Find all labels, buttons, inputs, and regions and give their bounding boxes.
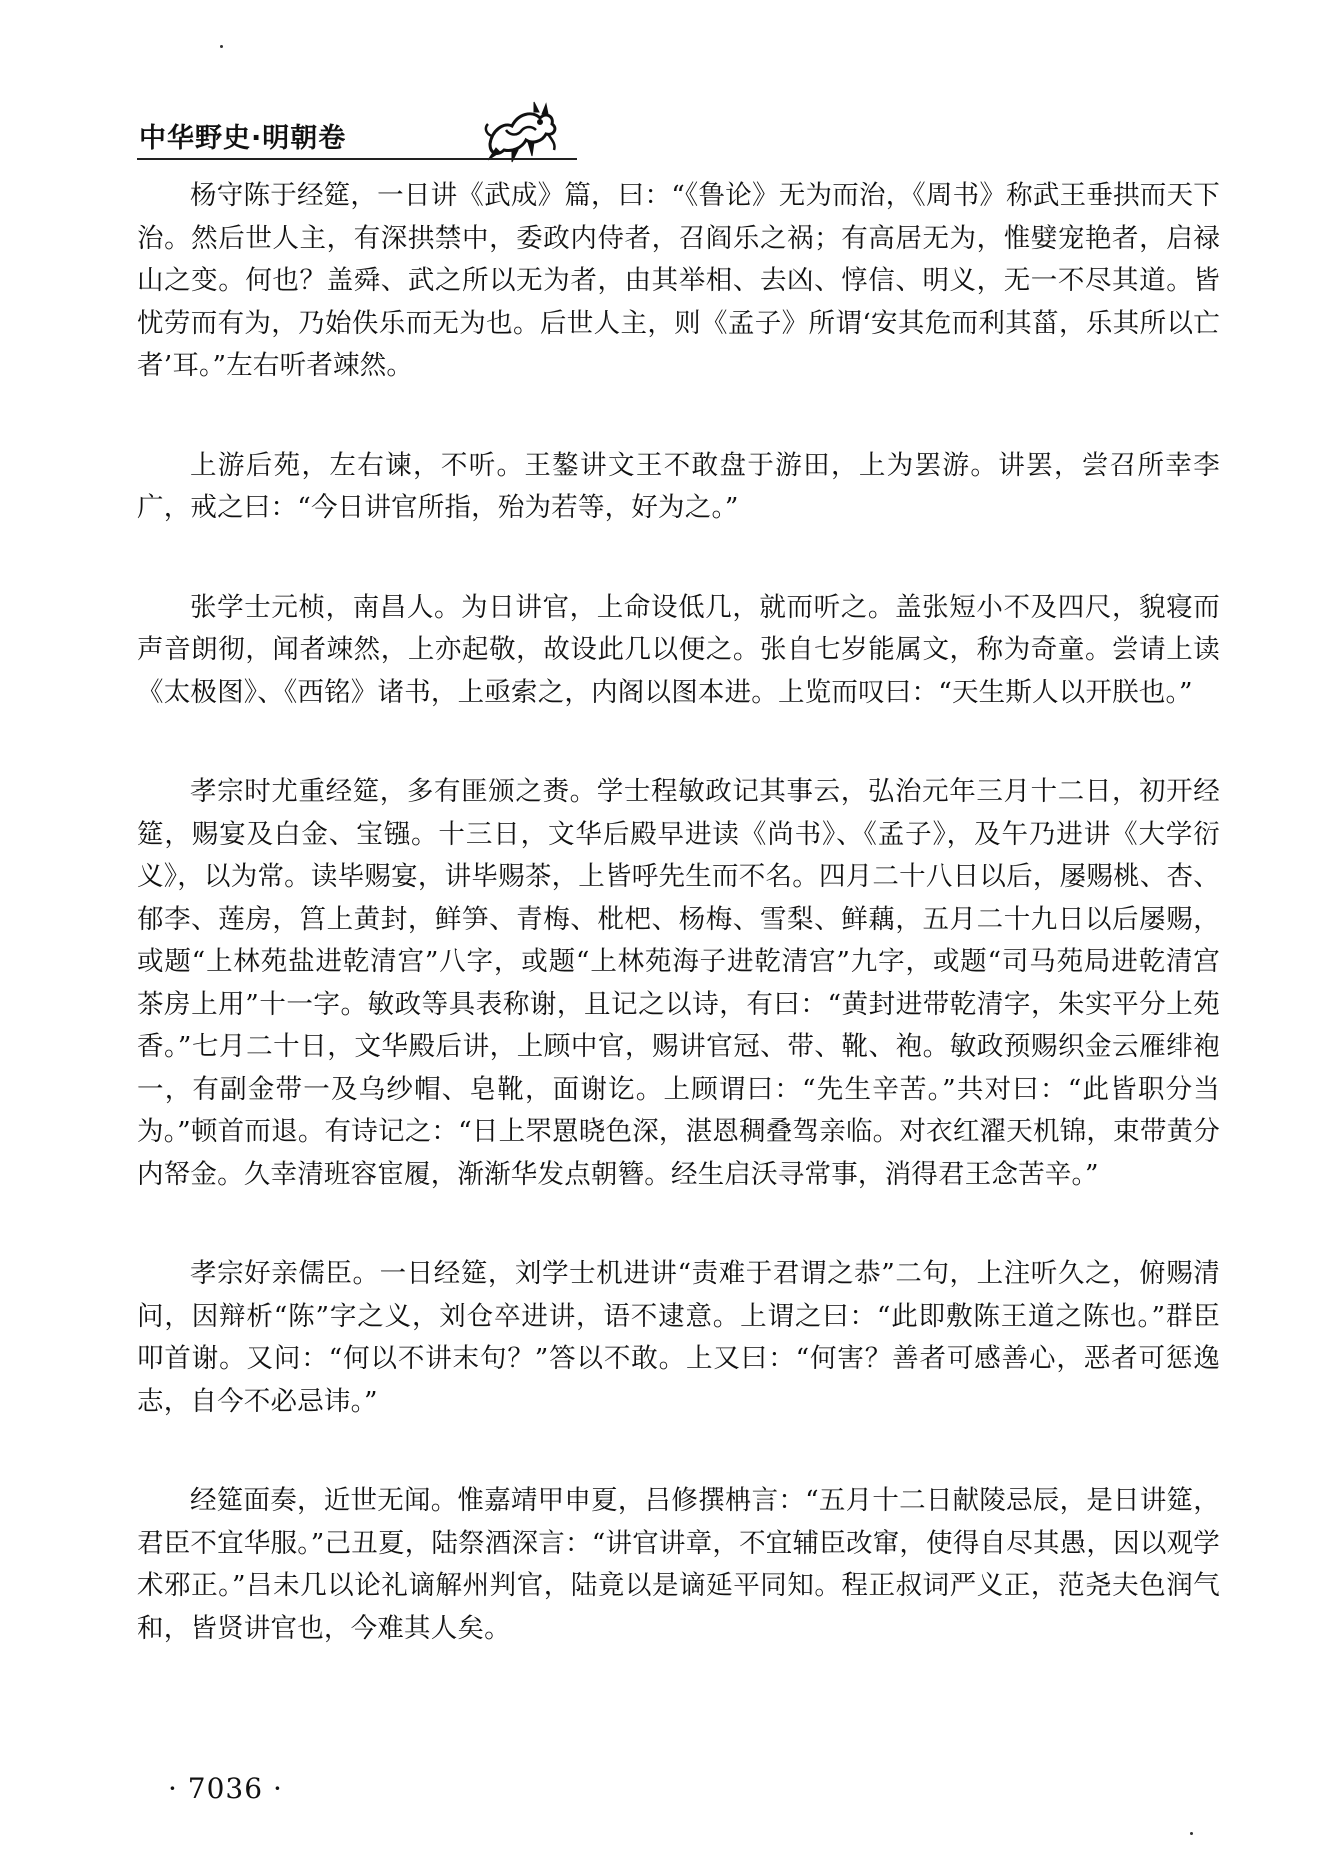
main-text [137,175,1220,1707]
paragraph: 上游后苑，左右谏，不听。王鏊讲文王不敢盘于游田，上为罢游。讲罢，尝召所幸李广，戒之曰：“今日讲官所指，殆为若等，好为之。” [137,449,1220,523]
paragraph: 孝宗好亲儒臣。一日经筵，刘学士机进讲“责难于君谓之恭”二句，上注听久之，俯赐清问，因辩析“陈”字之义，刘仓卒进讲，语不逮意。上谓之曰：“此即敷陈王道之陈也。”群臣叩首谢。又问：“何以不讲末句？”答以不敢。上又曰：“何害？善者可感善心，恶者可惩逸志，自今不必忌讳。” [137,1258,1220,1417]
book-title: 中华野史·明朝卷 [139,123,347,154]
header-rule [137,158,577,160]
scan-speck [220,45,223,48]
paragraph: 孝宗时尤重经筵，多有匪颁之赉。学士程敏政记其事云，弘治元年三月十二日，初开经筵，赐宴及白金、宝镪。十三日，文华后殿早进读《尚书》、《孟子》，及午乃进讲《大学衍义》，以为常。读毕赐宴，讲毕赐茶，上皆呼先生而不名。四月二十八日以后，屡赐桃、杏、郁李、莲房，筥上黄封，鲜笋、青梅、枇杷、杨梅、雪梨、鲜藕，五月二十九日以后屡赐，或题“上林苑盐进乾清宫”八字，或题“上林苑海子进乾清宫”九字，或题“司马苑局进乾清宫茶房上用”十一字。敏政等具表称谢，且记之以诗，有曰：“黄封进带乾清字，朱实平分上苑香。”七月二十日，文华殿后讲，上顾中官，赐讲官冠、带、靴、袍。敏政预赐织金云雁绯袍一，有副金带一及乌纱帽、皂靴，面谢讫。上顾谓曰：“先生辛苦。”共对曰：“此皆职分当为。”顿首而退。有诗记之：“日上罘罳晓色深，湛恩稠叠驾亲临。对衣红濯天机锦，束带黄分内帑金。久幸清班容宦履，渐渐华发点朝簪。经生启沃寻常事，消得君王念苦辛。” [137,776,1220,1190]
running-header [137,100,577,170]
page-number: · 7036 · [168,1772,283,1805]
paragraph: 张学士元桢，南昌人。为日讲官，上命设低几，就而听之。盖张短小不及四尺，貌寝而声音朗彻，闻者竦然，上亦起敬，故设此几以便之。张自七岁能属文，称为奇童。尝请上读《太极图》、《西铭》诸书，上亟索之，内阁以图本进。上览而叹曰：“天生斯人以开朕也。” [137,591,1220,708]
paragraph: 杨守陈于经筵，一日讲《武成》篇，曰：“《鲁论》无为而治，《周书》称武王垂拱而天下治。然后世人主，有深拱禁中，委政内侍者，召阎乐之祸；有高居无为，惟嬖宠艳者，启禄山之变。何也？盖舜、武之所以无为者，由其举相、去凶、惇信、明义，无一不尽其道。皆忧劳而有为，乃始佚乐而无为也。后世人主，则《孟子》所谓‘安其危而利其菑，乐其所以亡者’耳。”左右听者竦然。 [137,180,1220,381]
dragon-icon [482,100,558,164]
scan-speck [1190,1832,1193,1835]
paragraph: 经筵面奏，近世无闻。惟嘉靖甲申夏，吕修撰柟言：“五月十二日献陵忌辰，是日讲筵，君臣不宜华服。”己丑夏，陆祭酒深言：“讲官讲章，不宜辅臣改窜，使得自尽其愚，因以观学术邪正。”吕未几以论礼谪解州判官，陆竟以是谪延平同知。程正叔词严义正，范尧夫色润气和，皆贤讲官也，今难其人矣。 [137,1485,1220,1644]
